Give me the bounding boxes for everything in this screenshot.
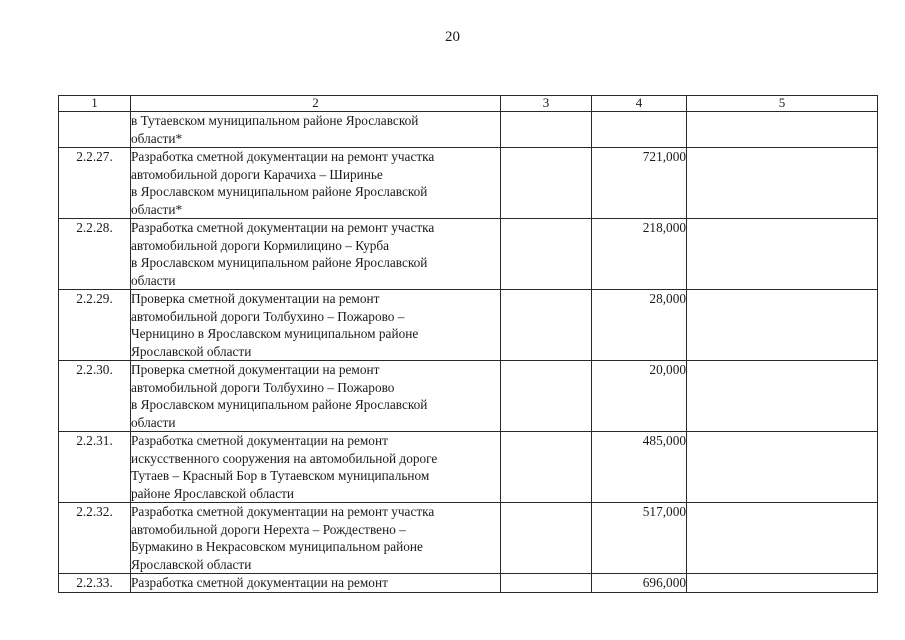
page-number: 20: [445, 29, 460, 45]
item-number-cell: 2.2.32.: [59, 503, 131, 574]
item-description-line: автомобильной дороги Нерехта – Рождествено –: [131, 521, 406, 537]
amount-cell: 218,000: [592, 219, 687, 290]
item-description-line: районе Ярославской области: [131, 485, 295, 501]
amount-cell: 517,000: [592, 503, 687, 574]
item-description-line: Разработка сметной документации на ремонт: [131, 433, 388, 448]
column3-cell: [501, 574, 592, 593]
item-number-cell: [59, 112, 131, 148]
item-description-line: автомобильной дороги Карачиха – Ширинье: [131, 166, 383, 182]
item-description-cell: [131, 574, 501, 593]
item-description-line: Ярославской области: [131, 343, 252, 359]
column5-cell: [687, 574, 878, 593]
header-cell-col2: 2: [131, 96, 501, 112]
item-description-cell: [131, 290, 501, 361]
budget-table: [58, 95, 878, 593]
table-row: [59, 112, 878, 148]
item-description-line: Разработка сметной документации на ремонт участка: [131, 504, 435, 519]
table-row: [59, 503, 878, 574]
column5-cell: [687, 112, 878, 148]
item-description-line: в Ярославском муниципальном районе Ярославской: [131, 397, 428, 412]
column5-cell: [687, 503, 878, 574]
item-description-line: области*: [131, 130, 183, 146]
item-description-line: области: [131, 272, 176, 288]
amount-cell: 485,000: [592, 432, 687, 503]
item-description-line: автомобильной дороги Толбухино – Пожарово –: [131, 308, 405, 324]
item-description-line: Проверка сметной документации на ремонт: [131, 291, 380, 306]
item-description-line: в Ярославском муниципальном районе Ярославской: [131, 184, 428, 199]
item-description-cell: [131, 112, 501, 148]
table-row: [59, 290, 878, 361]
item-number-cell: 2.2.29.: [59, 290, 131, 361]
item-number-cell: 2.2.30.: [59, 361, 131, 432]
item-description-line: Разработка сметной документации на ремонт участка: [131, 220, 435, 235]
item-description-line: Разработка сметной документации на ремонт: [131, 575, 388, 590]
header-cell-col4: 4: [592, 96, 687, 112]
column5-cell: [687, 219, 878, 290]
table-row: [59, 148, 878, 219]
column3-cell: [501, 112, 592, 148]
item-description-line: в Ярославском муниципальном районе Ярославской: [131, 255, 428, 270]
item-description-cell: [131, 219, 501, 290]
item-description-line: Тутаев – Красный Бор в Тутаевском муниципальном: [131, 468, 430, 483]
item-number-cell: 2.2.27.: [59, 148, 131, 219]
amount-cell: 696,000: [592, 574, 687, 593]
amount-cell: 721,000: [592, 148, 687, 219]
item-description-cell: [131, 503, 501, 574]
item-description-cell: [131, 361, 501, 432]
table-row: [59, 432, 878, 503]
item-description-line: Черницино в Ярославском муниципальном районе: [131, 326, 419, 341]
item-description-cell: [131, 432, 501, 503]
item-number-cell: 2.2.31.: [59, 432, 131, 503]
item-number-cell: 2.2.28.: [59, 219, 131, 290]
item-description-line: в Тутаевском муниципальном районе Ярославской: [131, 113, 419, 128]
item-description-line: автомобильной дороги Кормилицино – Курба: [131, 237, 390, 253]
column5-cell: [687, 361, 878, 432]
table-row: [59, 361, 878, 432]
column3-cell: [501, 432, 592, 503]
column3-cell: [501, 219, 592, 290]
item-description-cell: [131, 148, 501, 219]
column5-cell: [687, 148, 878, 219]
item-description-line: искусственного сооружения на автомобильной дороге: [131, 450, 438, 466]
item-description-line: автомобильной дороги Толбухино – Пожарово: [131, 379, 395, 395]
table-header-row: [59, 96, 878, 112]
item-number-cell: 2.2.33.: [59, 574, 131, 593]
item-description-line: области*: [131, 201, 183, 217]
column5-cell: [687, 290, 878, 361]
header-cell-col3: 3: [501, 96, 592, 112]
column5-cell: [687, 432, 878, 503]
amount-cell: 20,000: [592, 361, 687, 432]
header-cell-col1: 1: [59, 96, 131, 112]
item-description-line: Ярославской области: [131, 556, 252, 572]
table-row: [59, 219, 878, 290]
table-row: [59, 574, 878, 593]
header-cell-col5: 5: [687, 96, 878, 112]
item-description-line: области: [131, 414, 176, 430]
column3-cell: [501, 503, 592, 574]
amount-cell: [592, 112, 687, 148]
column3-cell: [501, 361, 592, 432]
item-description-line: Разработка сметной документации на ремонт участка: [131, 149, 435, 164]
column3-cell: [501, 148, 592, 219]
column3-cell: [501, 290, 592, 361]
amount-cell: 28,000: [592, 290, 687, 361]
item-description-line: Бурмакино в Некрасовском муниципальном районе: [131, 539, 423, 554]
item-description-line: Проверка сметной документации на ремонт: [131, 362, 380, 377]
